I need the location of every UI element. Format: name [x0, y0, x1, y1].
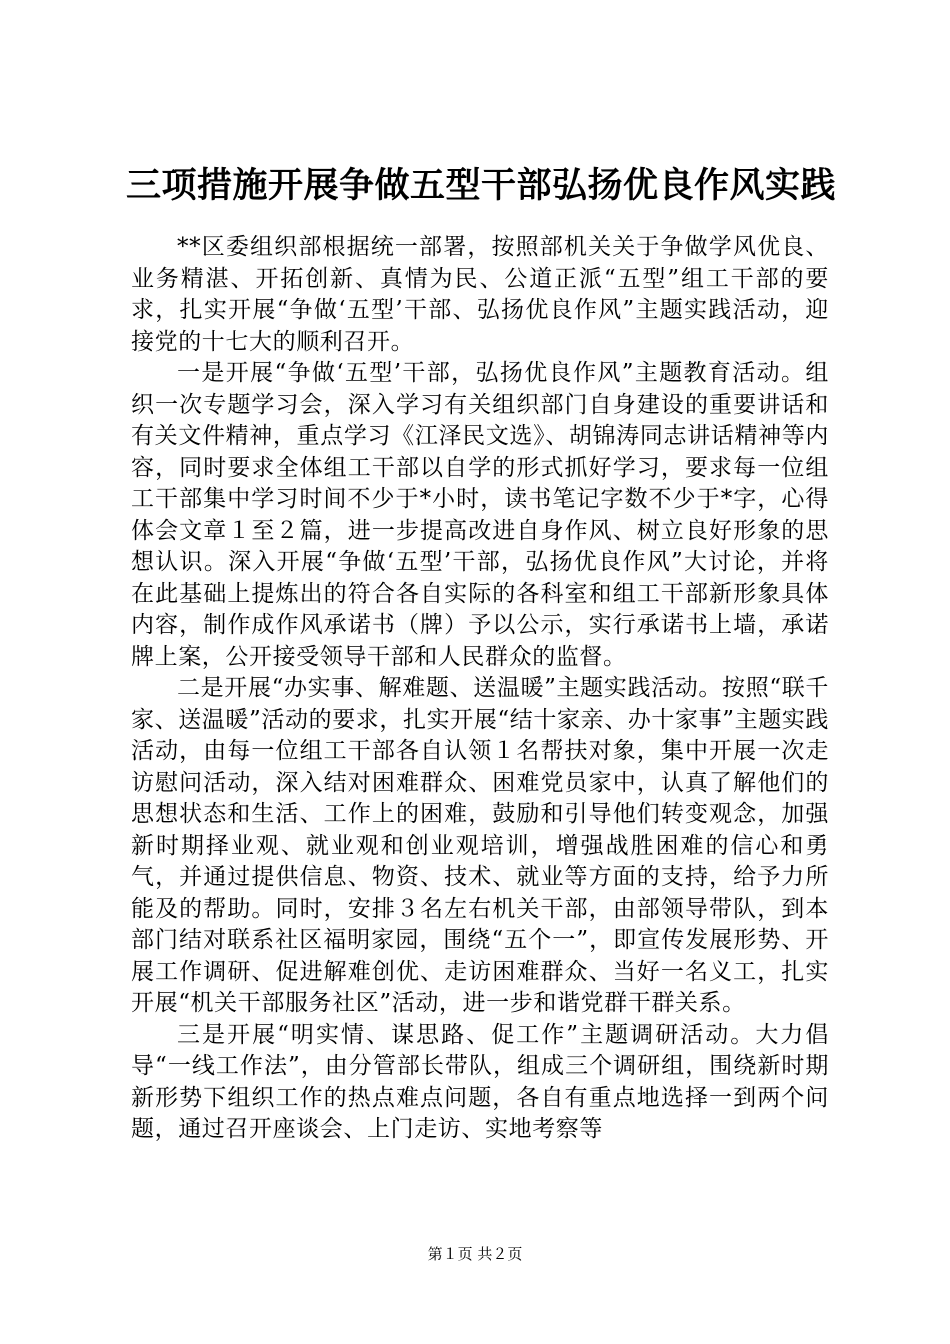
document-body	[131, 232, 829, 1146]
paragraph-measure-two: 二是开展“办实事、解难题、送温暖”主题实践活动。按照“联千家、送温暖”活动的要求，扎实开展“结十家亲、办十家事”主题实践活动，由每一位组工干部各自认领１名帮扶对象，集中开展一次走访慰问活动，深入结对困难群众、困难党员家中，认真了解他们的思想状态和生活、工作上的困难，鼓励和引导他们转变观念，加强新时期择业观、就业观和创业观培训，增强战胜困难的信心和勇气，并通过提供信息、物资、技术、就业等方面的支持，给予力所能及的帮助。同时，安排３名左右机关干部，由部领导带队，到本部门结对联系社区福明家园，围绕“五个一”，即宣传发展形势、开展工作调研、促进解难创优、走访困难群众、当好一名义工，扎实开展“机关干部服务社区”活动，进一步和谐党群干群关系。	[131, 675, 829, 1016]
paragraph-intro: **区委组织部根据统一部署，按照部机关关于争做学风优良、业务精湛、开拓创新、真情为民、公道正派“五型”组工干部的要求，扎实开展“争做‘五型’干部、弘扬优良作风”主题实践活动，迎接党的十七大的顺利召开。	[131, 234, 829, 355]
paragraph-measure-one: 一是开展“争做‘五型’干部，弘扬优良作风”主题教育活动。组织一次专题学习会，深入学习有关组织部门自身建设的重要讲话和有关文件精神，重点学习《江泽民文选》、胡锦涛同志讲话精神等内容，同时要求全体组工干部以自学的形式抓好学习，要求每一位组工干部集中学习时间不少于*小时，读书笔记字数不少于*字，心得体会文章１至２篇，进一步提高改进自身作风、树立良好形象的思想认识。深入开展“争做‘五型’干部，弘扬优良作风”大讨论，并将在此基础上提炼出的符合各自实际的各科室和组工干部新形象具体内容，制作成作风承诺书（牌）予以公示，实行承诺书上墙，承诺牌上案，公开接受领导干部和人民群众的监督。	[131, 360, 829, 670]
document-title: 三项措施开展争做五型干部弘扬优良作风实践	[126, 165, 837, 206]
paragraph-measure-three: 三是开展“明实情、谋思路、促工作”主题调研活动。大力倡导“一线工作法”，由分管部长带队，组成三个调研组，围绕新时期新形势下组织工作的热点难点问题，各自有重点地选择一到两个问题，通过召开座谈会、上门走访、实地考察等	[131, 1021, 829, 1142]
page-footer: 第１页 共２页	[427, 1245, 523, 1263]
